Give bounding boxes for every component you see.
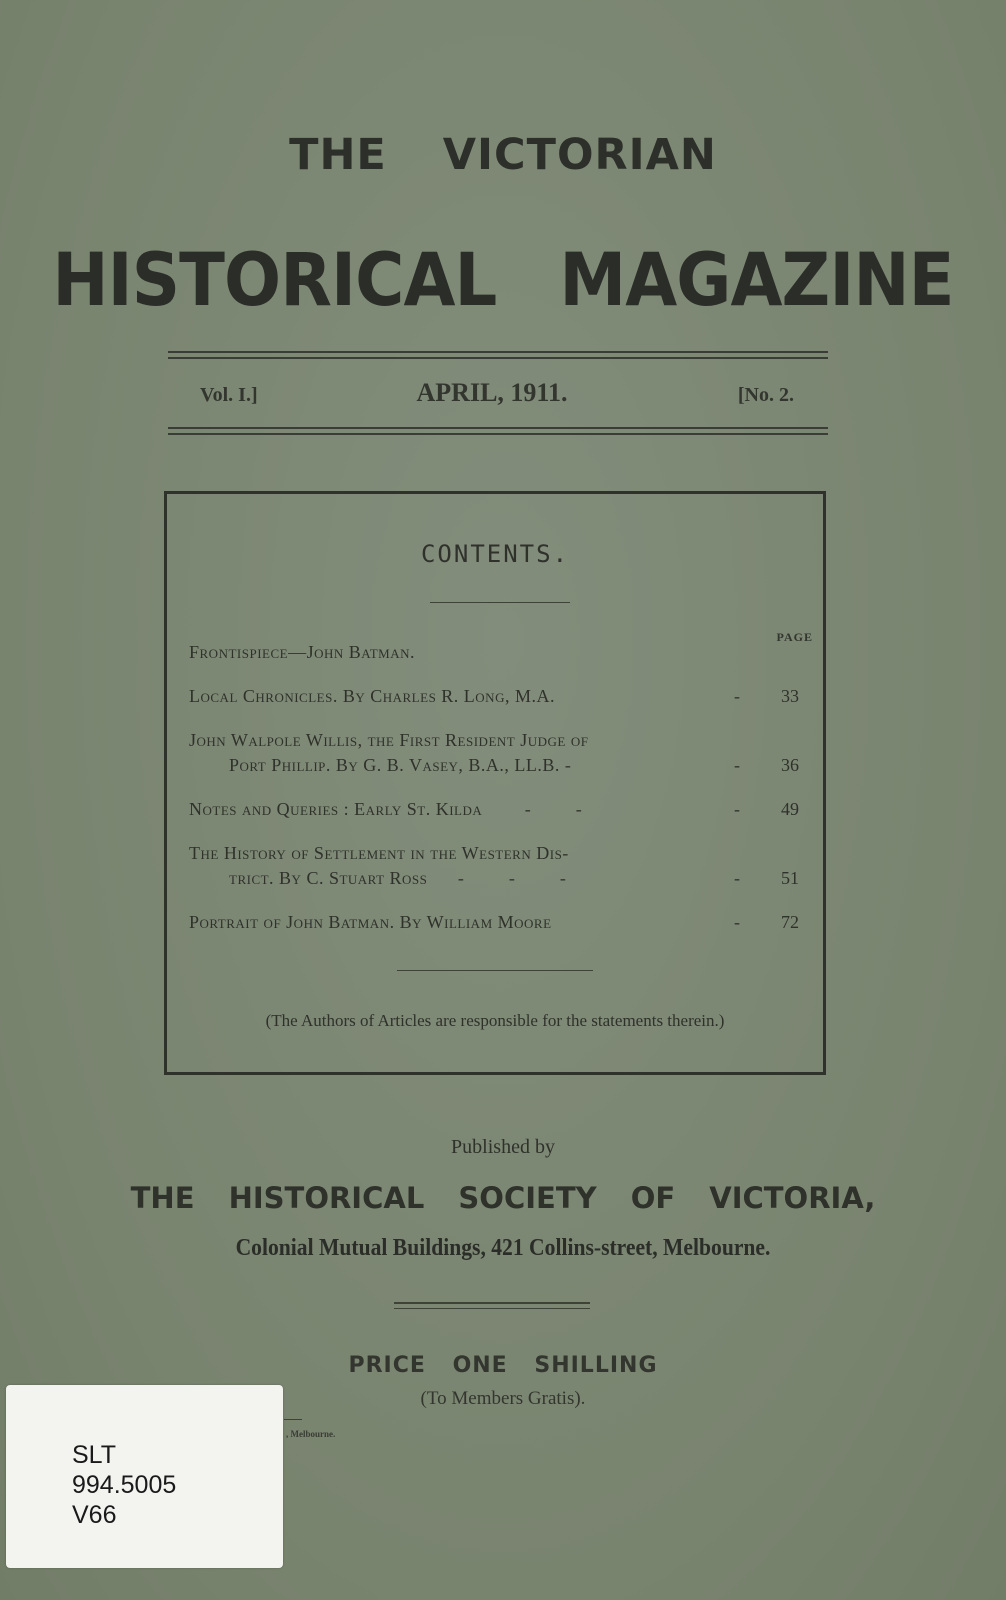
title-main: HISTORICAL MAGAZINE	[52, 238, 954, 323]
price-line: PRICE ONE SHILLING	[348, 1353, 658, 1378]
contents-divider	[430, 602, 570, 603]
toc-entry-frontispiece	[189, 642, 415, 663]
toc-page-number: 72	[781, 912, 799, 932]
published-by: Published by	[451, 1136, 555, 1158]
toc-entry-local-chronicles	[189, 686, 555, 707]
library-call-number-label	[6, 1385, 283, 1568]
toc-entry-willis-line2	[229, 755, 571, 776]
printer-imprint: , Melbourne.	[286, 1429, 336, 1439]
toc-entry-willis-line1	[189, 730, 588, 751]
toc-entry-title: Local Chronicles. By Charles R. Long, M.A.	[189, 686, 555, 706]
toc-leader-dashes: - -	[524, 799, 582, 819]
toc-entry-title: Notes and Queries : Early St. Kilda	[189, 799, 483, 819]
issue-rule-bottom-1	[168, 427, 828, 429]
society-name: THE HISTORICAL SOCIETY OF VICTORIA,	[130, 1181, 876, 1215]
call-number-line-2: 994.5005	[72, 1471, 177, 1499]
toc-entry-title: The History of Settlement in the Western Dis-	[189, 843, 569, 863]
page-column-label: PAGE	[776, 630, 813, 644]
toc-leader-dash: -	[734, 686, 740, 706]
price-divider-2	[394, 1308, 590, 1309]
toc-page-number: 49	[781, 799, 799, 819]
title-top: THE VICTORIAN	[289, 130, 717, 180]
toc-leader-dash: -	[734, 755, 740, 775]
contents-bottom-divider	[397, 970, 593, 971]
toc-entry-title-continued: Port Phillip. By G. B. Vasey, B.A., LL.B. -	[229, 755, 572, 775]
price-divider-1	[394, 1302, 590, 1304]
toc-entry-title: Frontispiece—John Batman.	[189, 642, 415, 662]
toc-entry-title-continued: trict. By C. Stuart Ross	[229, 868, 428, 888]
issue-number: [No. 2.	[737, 384, 794, 406]
issue-rule-bottom-2	[168, 433, 828, 435]
toc-entry-settlement-line2	[229, 868, 566, 889]
issue-rule-top-1	[168, 351, 828, 353]
toc-page-number: 33	[781, 686, 799, 706]
members-note: (To Members Gratis).	[420, 1388, 586, 1409]
toc-leader-dashes: - - -	[457, 868, 566, 888]
toc-entry-notes-queries	[189, 799, 582, 820]
publisher-address: Colonial Mutual Buildings, 421 Collins-street, Melbourne.	[235, 1235, 771, 1261]
issue-date: APRIL, 1911.	[416, 378, 568, 407]
toc-leader-dash: -	[734, 912, 740, 932]
contents-disclaimer: (The Authors of Articles are responsible for the statements therein.)	[265, 1011, 725, 1030]
toc-entry-title: John Walpole Willis, the First Resident Judge of	[189, 730, 589, 750]
issue-rule-top-2	[168, 357, 828, 359]
toc-leader-dash: -	[734, 868, 740, 888]
toc-entry-settlement-line1	[189, 843, 569, 864]
toc-leader-dash: -	[734, 799, 740, 819]
call-number-line-1: SLT	[72, 1441, 116, 1469]
issue-line	[168, 378, 828, 418]
printer-rule	[284, 1419, 302, 1420]
toc-page-number: 36	[781, 755, 799, 775]
issue-volume: Vol. I.]	[200, 384, 258, 406]
contents-box	[164, 491, 826, 1075]
toc-entry-title: Portrait of John Batman. By William Moore	[189, 912, 552, 932]
call-number-line-3: V66	[72, 1501, 117, 1529]
toc-entry-portrait	[189, 912, 552, 933]
contents-heading: CONTENTS.	[420, 540, 570, 568]
toc-page-number: 51	[781, 868, 799, 888]
